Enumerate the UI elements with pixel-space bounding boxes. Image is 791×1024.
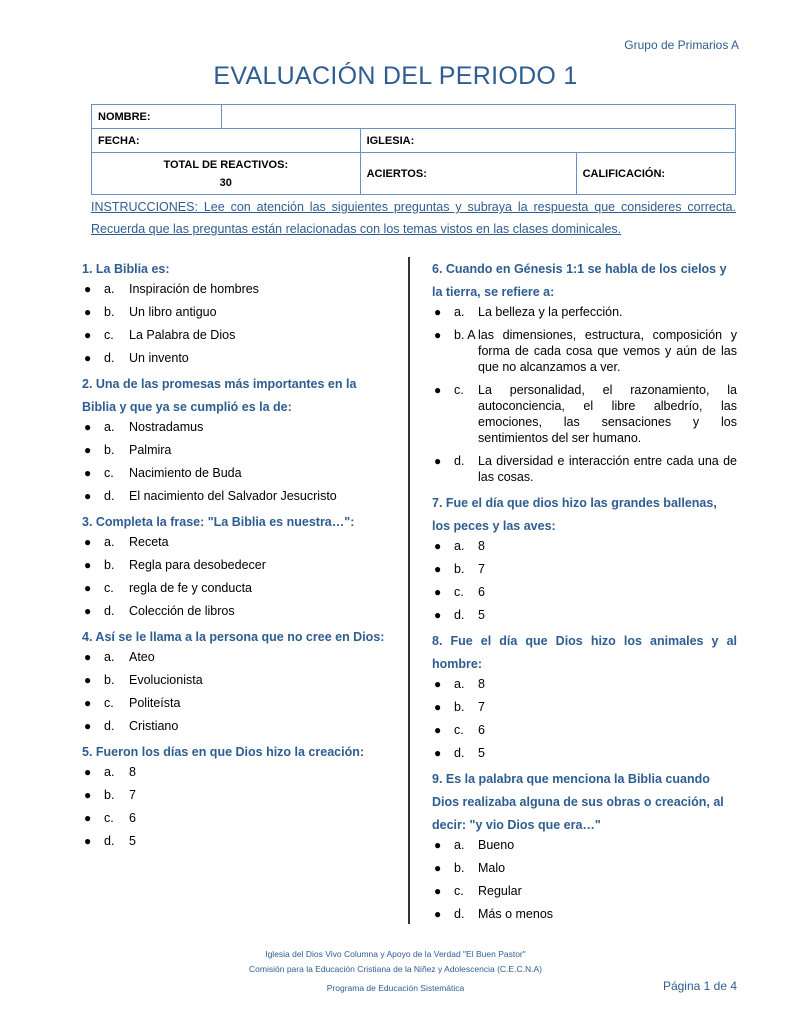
option-item[interactable] — [82, 764, 392, 780]
option-text: 8 — [129, 765, 136, 779]
option-letter: b. — [454, 562, 465, 576]
option-letter: b. A — [454, 328, 476, 342]
option-letter: a. — [454, 838, 465, 852]
question-8 — [432, 630, 737, 761]
option-text: las dimensiones, estructura, composición y forma de cada cosa que vemos y aún de las que no alcanzamos a ver. — [478, 328, 737, 374]
bullet-dot-icon: ● — [84, 673, 92, 687]
option-text: Cristiano — [129, 719, 179, 733]
option-letter: b. — [454, 700, 465, 714]
option-item[interactable] — [82, 557, 392, 573]
option-text: Evolucionista — [129, 673, 203, 687]
bullet-dot-icon: ● — [84, 788, 92, 802]
option-item[interactable] — [432, 860, 737, 876]
option-letter: d. — [104, 834, 115, 848]
bullet-dot-icon: ● — [434, 585, 442, 599]
bullet-dot-icon: ● — [434, 608, 442, 622]
option-item[interactable] — [82, 787, 392, 803]
bullet-dot-icon: ● — [84, 834, 92, 848]
option-text: 6 — [478, 585, 485, 599]
question-text: 5. Fueron los días en que Dios hizo la creación: — [82, 745, 365, 759]
option-text: Inspiración de hombres — [129, 282, 259, 296]
questions-right-column — [432, 258, 737, 929]
option-text: Nacimiento de Buda — [129, 466, 242, 480]
question-3 — [82, 511, 392, 619]
bullet-dot-icon: ● — [84, 719, 92, 733]
fecha-label: FECHA: — [98, 134, 140, 147]
option-text: Bueno — [478, 838, 515, 852]
footer-church: Iglesia del Dios Vivo Columna y Apoyo de la Verdad "El Buen Pastor" — [265, 949, 526, 959]
bullet-dot-icon: ● — [434, 305, 442, 319]
bullet-dot-icon: ● — [84, 282, 92, 296]
option-item[interactable] — [82, 672, 392, 688]
bullet-dot-icon: ● — [84, 604, 92, 618]
nombre-field[interactable] — [222, 105, 736, 129]
bullet-dot-icon: ● — [84, 535, 92, 549]
option-letter: d. — [454, 746, 465, 760]
option-letter: b. — [104, 305, 115, 319]
option-item[interactable] — [82, 488, 392, 504]
option-letter: d. — [104, 351, 115, 365]
option-item[interactable] — [82, 810, 392, 826]
option-text: La diversidad e interacción entre cada una de las cosas. — [478, 454, 737, 484]
option-item[interactable] — [82, 534, 392, 550]
option-item[interactable] — [432, 745, 737, 761]
option-text: regla de fe y conducta — [129, 581, 252, 595]
option-item[interactable] — [432, 327, 737, 375]
option-letter: d. — [454, 907, 465, 921]
option-item[interactable] — [432, 382, 737, 446]
option-letter: b. — [104, 558, 115, 572]
option-item[interactable] — [432, 304, 737, 320]
total-reactivos-label: TOTAL DE REACTIVOS: — [163, 158, 289, 171]
option-item[interactable] — [432, 607, 737, 623]
option-text: Palmira — [129, 443, 172, 457]
bullet-dot-icon: ● — [84, 443, 92, 457]
option-text: 8 — [478, 539, 485, 553]
question-1 — [82, 258, 392, 366]
option-letter: b. — [104, 443, 115, 457]
option-text: 7 — [478, 700, 485, 714]
option-item[interactable] — [82, 304, 392, 320]
option-text: La belleza y la perfección. — [478, 305, 623, 319]
option-letter: a. — [104, 282, 115, 296]
fecha-field[interactable] — [92, 129, 361, 153]
footer-program: Programa de Educación Sistemática — [326, 983, 465, 993]
bullet-dot-icon: ● — [434, 861, 442, 875]
option-letter: a. — [104, 535, 115, 549]
group-label: Grupo de Primarios A — [624, 38, 739, 52]
option-item[interactable] — [82, 695, 392, 711]
option-item[interactable] — [82, 580, 392, 596]
bullet-dot-icon: ● — [434, 838, 442, 852]
option-item[interactable] — [432, 722, 737, 738]
iglesia-field[interactable] — [360, 129, 735, 153]
bullet-dot-icon: ● — [84, 489, 92, 503]
bullet-dot-icon: ● — [434, 907, 442, 921]
option-letter: b. — [104, 673, 115, 687]
option-item[interactable] — [432, 561, 737, 577]
bullet-dot-icon: ● — [84, 765, 92, 779]
option-text: Nostradamus — [129, 420, 204, 434]
option-text: 5 — [478, 746, 485, 760]
question-4 — [82, 626, 392, 734]
option-letter: a. — [104, 765, 115, 779]
option-item[interactable] — [432, 538, 737, 554]
option-item[interactable] — [82, 465, 392, 481]
option-text: Malo — [478, 861, 506, 875]
option-letter: a. — [104, 420, 115, 434]
bullet-dot-icon: ● — [84, 581, 92, 595]
bullet-dot-icon: ● — [434, 562, 442, 576]
aciertos-label: ACIERTOS: — [366, 167, 427, 180]
questions-left-column — [82, 258, 392, 856]
option-letter: b. — [104, 788, 115, 802]
bullet-dot-icon: ● — [84, 558, 92, 572]
bullet-dot-icon: ● — [434, 677, 442, 691]
page-title: EVALUACIÓN DEL PERIODO 1 — [213, 62, 578, 90]
bullet-dot-icon: ● — [84, 305, 92, 319]
option-text: La personalidad, el razonamiento, la autoconciencia, el libre albedrío, las emociones, las sensaciones y los sentimientos del ser humano. — [478, 383, 737, 445]
student-info-table — [91, 104, 736, 195]
option-letter: a. — [104, 650, 115, 664]
option-item[interactable] — [432, 837, 737, 853]
option-text: Un invento — [129, 351, 189, 365]
option-text: La Palabra de Dios — [129, 328, 236, 342]
bullet-dot-icon: ● — [84, 811, 92, 825]
option-item[interactable] — [82, 718, 392, 734]
option-letter: d. — [454, 454, 465, 468]
option-text: 5 — [478, 608, 485, 622]
nombre-label: NOMBRE: — [92, 105, 222, 129]
option-letter: c. — [454, 383, 464, 397]
footer — [0, 947, 791, 977]
option-text: 6 — [129, 811, 136, 825]
option-item[interactable] — [82, 442, 392, 458]
question-text: 8. Fue el día que Dios hizo los animales y al hombre: — [432, 634, 737, 671]
option-item[interactable] — [432, 453, 737, 485]
option-letter: d. — [104, 719, 115, 733]
option-text: Ateo — [129, 650, 155, 664]
option-text: Un libro antiguo — [129, 305, 217, 319]
total-reactivos-cell — [92, 153, 361, 195]
iglesia-label: IGLESIA: — [366, 134, 415, 147]
question-7 — [432, 492, 737, 623]
total-reactivos-value: 30 — [219, 176, 232, 189]
calificacion-label: CALIFICACIÓN: — [582, 167, 666, 180]
question-text: 9. Es la palabra que menciona la Biblia cuando Dios realizaba alguna de sus obras o creación, al decir: "y vio Dios que era…" — [432, 772, 724, 832]
question-text: 7. Fue el día que dios hizo las grandes ballenas, los peces y las aves: — [432, 496, 717, 533]
option-letter: d. — [454, 608, 465, 622]
option-item[interactable] — [82, 603, 392, 619]
question-text: 3. Completa la frase: "La Biblia es nuestra…": — [82, 515, 355, 529]
option-text: Regla para desobedecer — [129, 558, 266, 572]
option-letter: c. — [104, 466, 114, 480]
option-letter: c. — [104, 581, 114, 595]
option-text: 8 — [478, 677, 485, 691]
option-item[interactable] — [82, 833, 392, 849]
option-item[interactable] — [82, 350, 392, 366]
bullet-dot-icon: ● — [434, 723, 442, 737]
option-text: Receta — [129, 535, 169, 549]
bullet-dot-icon: ● — [434, 383, 442, 397]
option-text: Colección de libros — [129, 604, 235, 618]
option-text: 5 — [129, 834, 136, 848]
option-letter: c. — [454, 585, 464, 599]
column-divider — [408, 257, 410, 924]
option-letter: a. — [454, 539, 465, 553]
option-text: El nacimiento del Salvador Jesucristo — [129, 489, 337, 503]
option-item[interactable] — [432, 676, 737, 692]
option-text: 6 — [478, 723, 485, 737]
bullet-dot-icon: ● — [84, 420, 92, 434]
option-letter: c. — [454, 884, 464, 898]
bullet-dot-icon: ● — [84, 466, 92, 480]
option-item[interactable] — [432, 906, 737, 922]
option-text: 7 — [478, 562, 485, 576]
bullet-dot-icon: ● — [434, 454, 442, 468]
bullet-dot-icon: ● — [84, 351, 92, 365]
bullet-dot-icon: ● — [84, 696, 92, 710]
question-text: 4. Así se le llama a la persona que no cree en Dios: — [82, 630, 385, 644]
question-2 — [82, 373, 392, 504]
question-6 — [432, 258, 737, 485]
bullet-dot-icon: ● — [434, 746, 442, 760]
option-letter: d. — [104, 604, 115, 618]
page-number: Página 1 de 4 — [662, 979, 737, 993]
option-item[interactable] — [82, 649, 392, 665]
option-text: 7 — [129, 788, 136, 802]
bullet-dot-icon: ● — [434, 700, 442, 714]
bullet-dot-icon: ● — [434, 884, 442, 898]
calificacion-field[interactable] — [576, 153, 735, 195]
question-text: 2. Una de las promesas más importantes en la Biblia y que ya se cumplió es la de: — [82, 377, 357, 414]
question-9 — [432, 768, 737, 922]
bullet-dot-icon: ● — [84, 328, 92, 342]
bullet-dot-icon: ● — [434, 328, 442, 342]
bullet-dot-icon: ● — [434, 539, 442, 553]
option-item[interactable] — [432, 584, 737, 600]
option-letter: c. — [104, 811, 114, 825]
question-5 — [82, 741, 392, 849]
question-text: 6. Cuando en Génesis 1:1 se habla de los cielos y la tierra, se refiere a: — [432, 262, 727, 299]
footer-commission: Comisión para la Educación Cristiana de la Niñez y Adolescencia (C.E.C.N.A) — [249, 964, 542, 974]
option-item[interactable] — [432, 883, 737, 899]
option-letter: d. — [104, 489, 115, 503]
option-letter: b. — [454, 861, 465, 875]
option-letter: a. — [454, 677, 465, 691]
option-text: Regular — [478, 884, 522, 898]
option-letter: c. — [454, 723, 464, 737]
option-text: Politeísta — [129, 696, 181, 710]
option-item[interactable] — [82, 281, 392, 297]
option-letter: a. — [454, 305, 465, 319]
option-item[interactable] — [82, 327, 392, 343]
bullet-dot-icon: ● — [84, 650, 92, 664]
instructions-text: INSTRUCCIONES: Lee con atención las siguientes preguntas y subraya la respuesta que consideres correcta. Recuerda que las preguntas están relacionadas con los temas vistos en las clases dominicales. — [91, 200, 736, 236]
option-item[interactable] — [432, 699, 737, 715]
question-text: 1. La Biblia es: — [82, 262, 170, 276]
option-letter: c. — [104, 328, 114, 342]
aciertos-field[interactable] — [360, 153, 576, 195]
option-item[interactable] — [82, 419, 392, 435]
option-letter: c. — [104, 696, 114, 710]
option-text: Más o menos — [478, 907, 554, 921]
